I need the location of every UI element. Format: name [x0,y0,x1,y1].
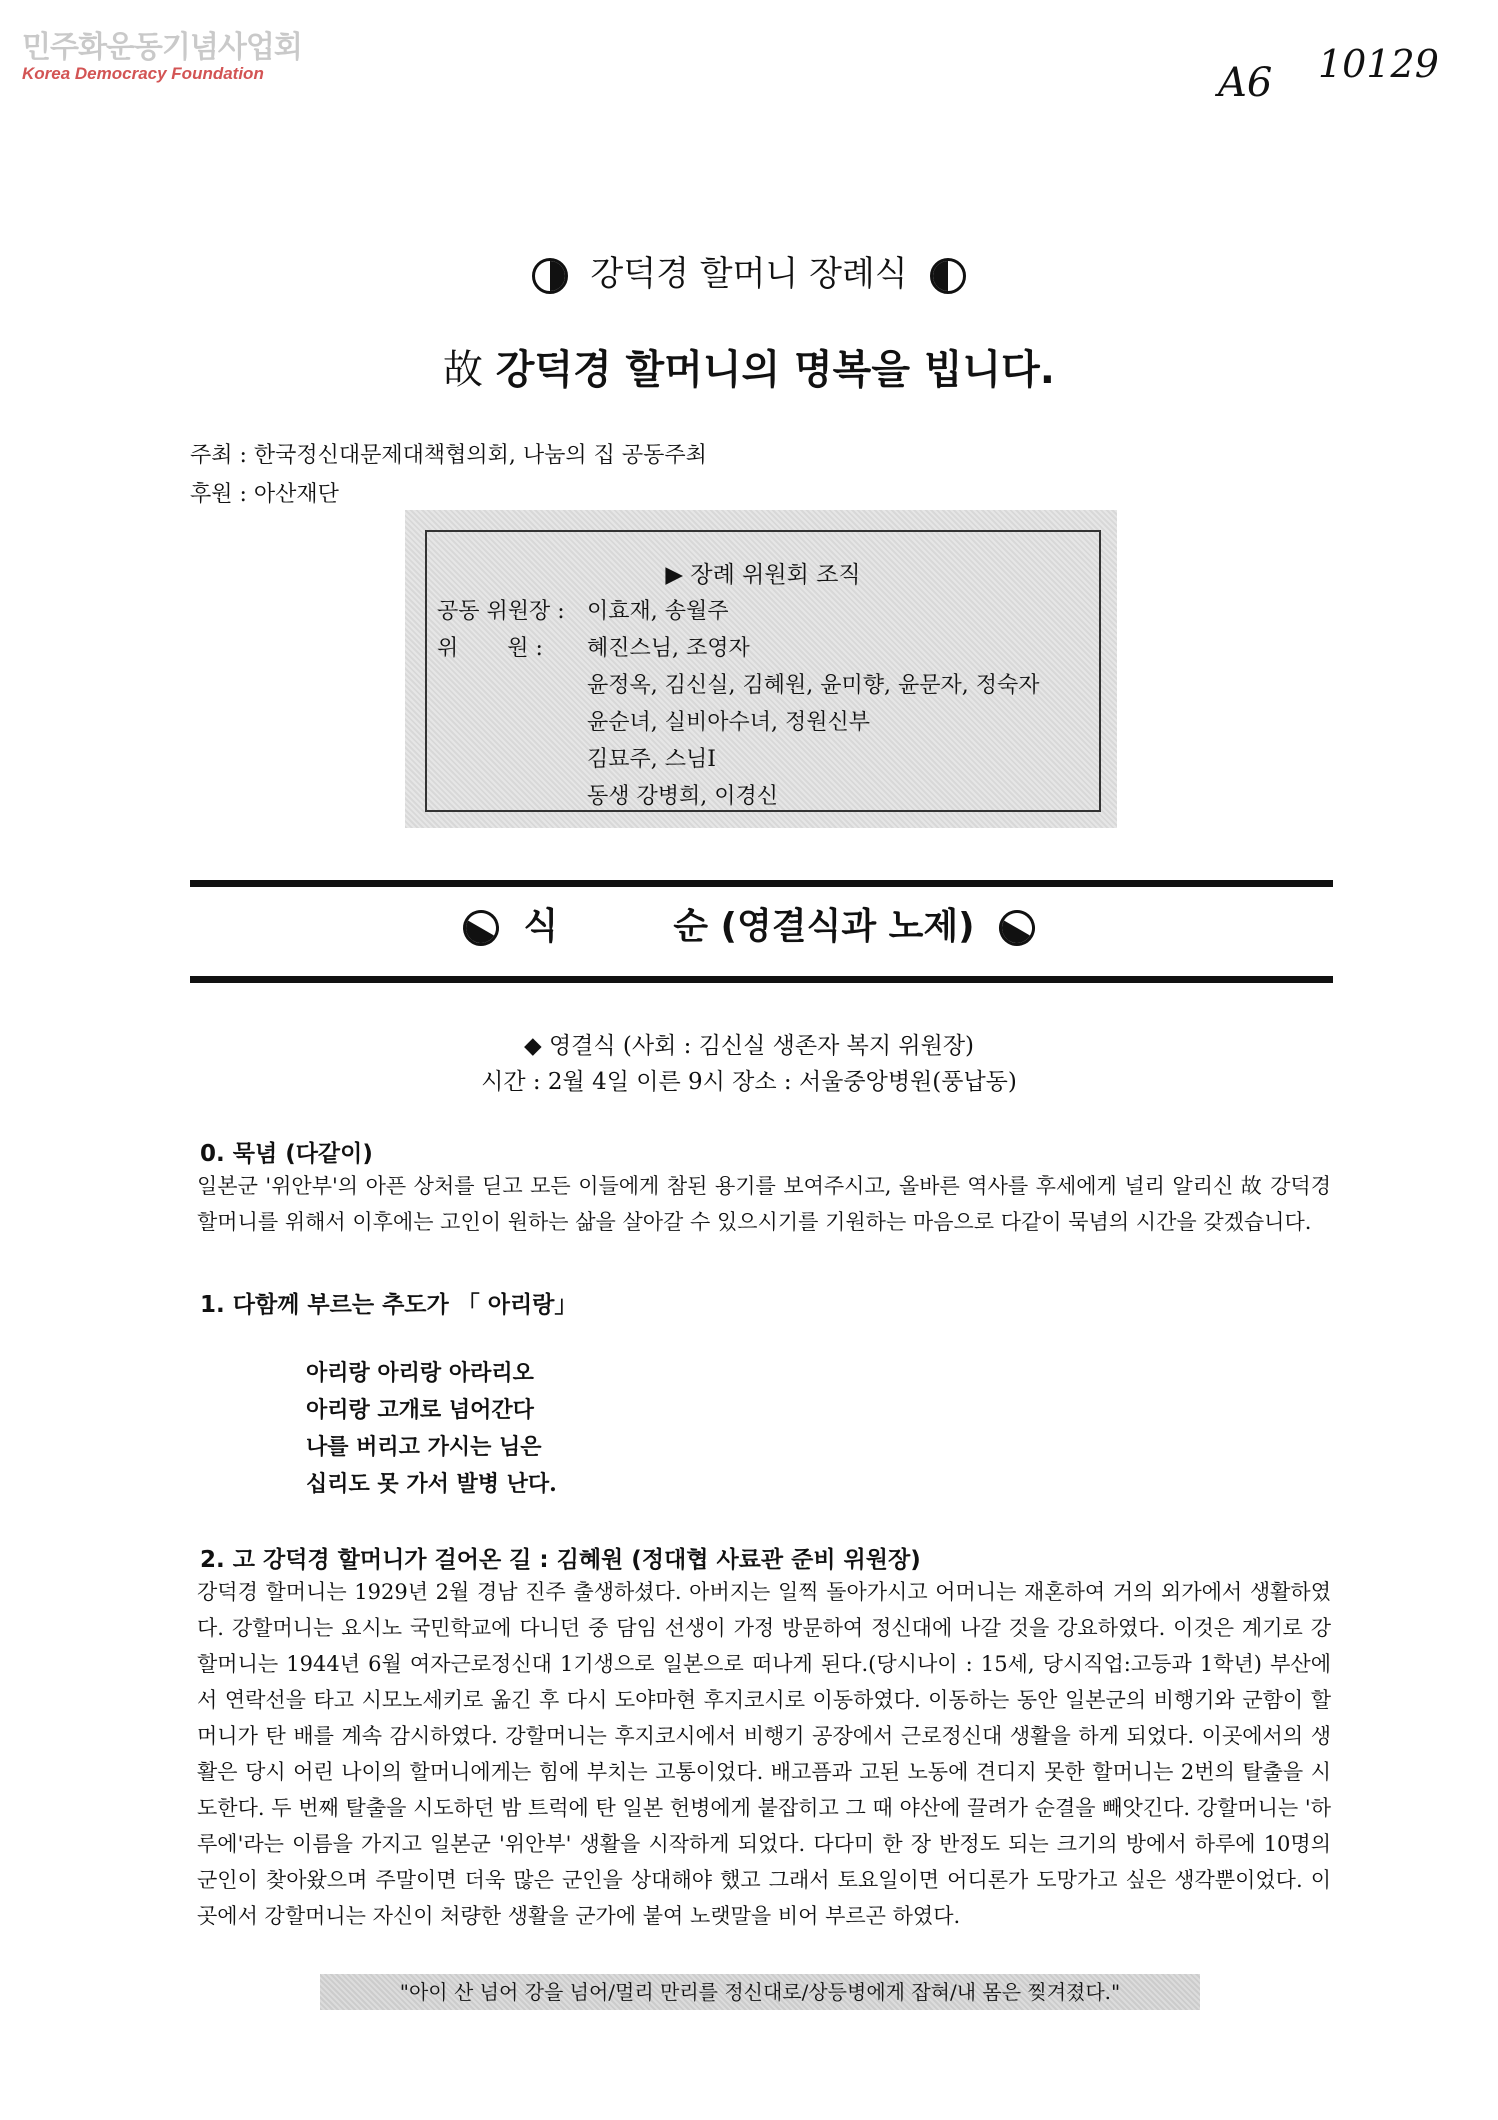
ceremony-line: ◆ 영결식 (사회 : 김신실 생존자 복지 위원장) [523,1033,975,1059]
half-circle-left-icon [532,258,568,294]
committee-row-names: 동생 강병희, 이경신 [587,784,778,809]
committee-box [405,510,1117,828]
taegeuk-right-icon [993,903,1042,952]
committee-row-names: 이효재, 송월주 [587,599,729,624]
subtitle-main: 강덕경 할머니의 명복을 빕니다. [495,347,1055,393]
committee-title: ▶ 장례 위원회 조직 [665,562,861,588]
half-circle-right-icon [930,258,966,294]
section-2-text: 강덕경 할머니는 1929년 2월 경남 진주 출생하셨다. 아버지는 일찍 돌아가시고 어머니는 재혼하여 거의 외가에서 생활하였다. 강할머니는 요시노 국민학교에 다니던 중 담임 선생이 가정 방문하여 정신대에 나갈 것을 강요하였다. 이것은 계기로 강할머니는 1944년 6월 여자근로정신대 1기생으로 일본으로 떠나게 된다.(당시나이 : 15세, 당시직업:고등과 1학년) 부산에서 연락선을 타고 시모노세키로 옮긴 후 다시 도야마현 후지코시로 이동하였다. 이동하는 동안 일본군의 비행기와 군함이 할머니가 탄 배를 계속 감시하였다. 강할머니는 후지코시에서 비행기 공장에서 근로정신대 생활을 하게 되었다. 이곳에서의 생활은 당시 어린 나이의 할머니에게는 힘에 부치는 고통이었다. 배고픔과 고된 노동에 견디지 못한 할머니는 2번의 탈출을 시도한다. 두 번째 탈출을 시도하던 밤 트럭에 탄 일본 헌병에게 붙잡히고 그 때 야산에 끌려가 순결을 빼앗긴다. 강할머니는 '하루에'라는 이름을 가지고 일본군 '위안부' 생활을 시작하게 되었다. 다다미 한 장 반정도 되는 크기의 방에서 하루에 10명의 군인이 찾아왔으며 주말이면 더욱 많은 군인을 상대해야 했고 그래서 토요일이면 어디론가 도망가고 싶은 생각뿐이었다. 이곳에서 강할머니는 자신이 처량한 생활을 군가에 붙여 노랫말을 비어 부르곤 하였다. [197,1580,1331,1928]
song-quote: "아이 산 넘어 강을 넘어/멀리 만리를 정신대로/상등병에게 잡혀/내 몸은 찢겨졌다." [320,1974,1200,2010]
section-2-heading: 2. 고 강덕경 할머니가 걸어온 길 : 김혜원 (정대협 사료관 준비 위원장) [200,1547,921,1573]
committee-frame [425,530,1101,812]
handwritten-code-b: 10129 [1318,42,1439,86]
handwritten-code-a: A6 [1218,60,1273,106]
committee-row-names: 윤정옥, 김신실, 김혜원, 윤미향, 윤문자, 정숙자 [587,673,1040,698]
lyric-line: 아리랑 고개로 넘어간다 [306,1397,534,1423]
order-title-a: 식 [523,906,559,947]
section-0-text: 일본군 '위안부'의 아픈 상처를 딛고 모든 이들에게 참된 용기를 보여주시고, 올바른 역사를 후세에게 널리 알리신 故 강덕경 할머니를 위해서 이후에는 고인이 원하는 삶을 살아갈 수 있으시기를 기원하는 마음으로 다같이 묵념의 시간을 갖겠습니다. [197,1174,1332,1234]
lyric-line: 십리도 못 가서 발병 난다. [306,1471,557,1497]
lyric-line: 나를 버리고 가시는 님은 [306,1434,542,1460]
arirang-lyrics [306,1355,557,1503]
funeral-title: 강덕경 할머니 장례식 [590,254,908,294]
committee-row-label: 위 원 : [437,636,543,661]
committee-row-names: 김묘주, 스님I [587,747,716,772]
order-title-b: 순 (영결식과 노제) [673,906,975,947]
section-0-heading: 0. 묵념 (다같이) [200,1141,373,1167]
section-1-heading: 1. 다함께 부르는 추도가 「 아리랑」 [200,1292,578,1318]
committee-row-label: 공동 위원장 : [437,599,565,624]
ceremony-time-place: 시간 : 2월 4일 이른 9시 장소 : 서울중앙병원(풍납동) [481,1069,1017,1095]
lyric-line: 아리랑 아리랑 아라리오 [306,1360,534,1386]
watermark-korean: 민주화운동기념사업회 [22,30,302,65]
section-rule-top [190,880,1333,887]
order-title-line [0,898,1498,949]
funeral-title-line [0,246,1498,295]
host-line: 주최 : 한국정신대문제대책협의회, 나눔의 집 공동주최 [190,443,707,468]
subtitle-prefix: 故 [442,347,483,393]
committee-row-names: 윤순녀, 실비아수녀, 정원신부 [587,710,870,735]
taegeuk-left-icon [456,903,505,952]
committee-row-names: 혜진스님, 조영자 [587,636,750,661]
sponsor-line: 후원 : 아산재단 [190,482,339,507]
watermark-english: Korea Democracy Foundation [22,64,264,83]
memorial-subtitle [0,338,1498,395]
section-rule-bottom [190,976,1333,983]
